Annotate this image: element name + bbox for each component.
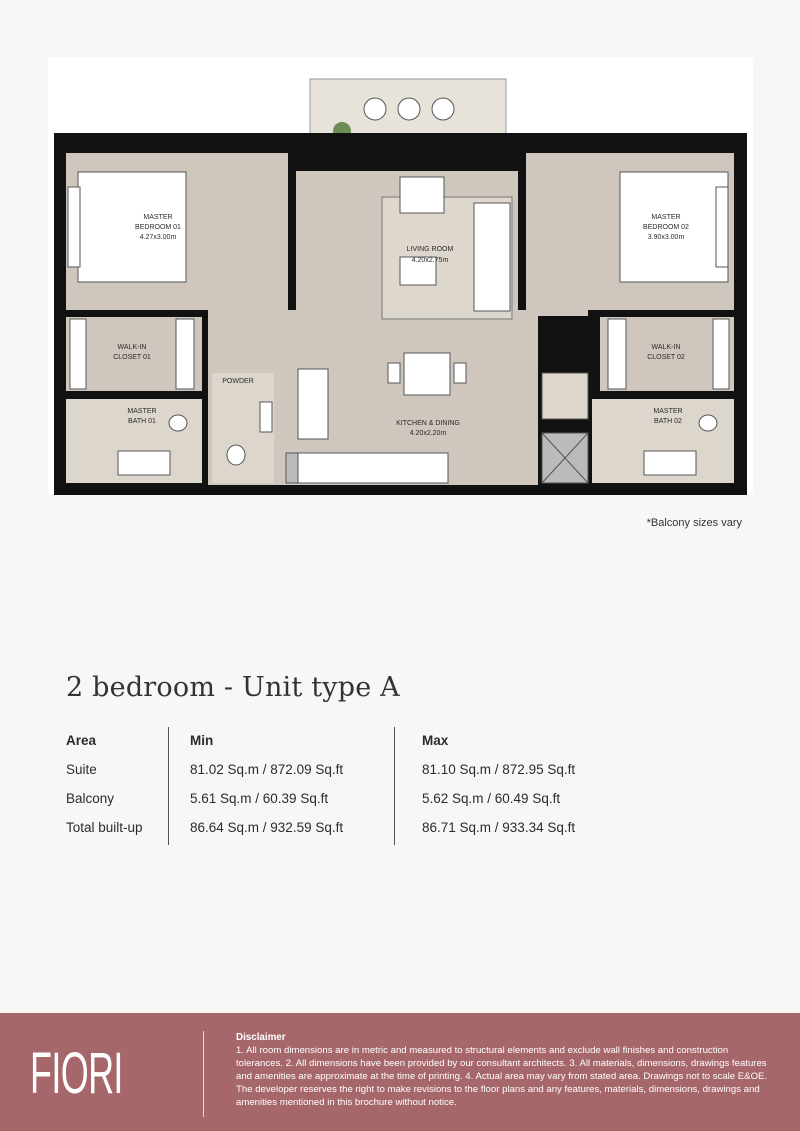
kitchen-counter (298, 369, 328, 439)
area-column (66, 727, 166, 842)
wardrobe (608, 319, 626, 389)
disclaimer (236, 1031, 776, 1109)
row-max: 5.62 Sq.m / 60.49 Sq.ft (422, 791, 561, 806)
dining-table (404, 353, 450, 395)
walk-in-closet-02-label: WALK-IN (651, 344, 681, 351)
row-area: Balcony (66, 791, 115, 806)
header-max: Max (422, 733, 449, 748)
toilet (699, 415, 717, 431)
svg-text:CLOSET 02: CLOSET 02 (647, 354, 685, 361)
toilet (169, 415, 187, 431)
wardrobe (713, 319, 729, 389)
wardrobe (70, 319, 86, 389)
armchair (400, 177, 444, 213)
header-area: Area (66, 733, 97, 748)
toilet (227, 445, 245, 465)
row-area: Suite (66, 762, 97, 777)
disclaimer-text: 1. All room dimensions are in metric and measured to structural elements and exclude wall finishes and construction tolerances. 2. All dimensions have been provided by our consultant architects. 3. All materials, dimensions, drawings features and amenities are approximate at the time of printing. 4. Actual area may vary from stated area. Drawings not to scale E&OE. The developer reserves the right to make revisions to the floor plans and any features, materials, dimensions, drawings and amenities mentioned in this brochure without notice. (236, 1045, 768, 1108)
row-min: 81.02 Sq.m / 872.09 Sq.ft (190, 762, 344, 777)
balcony-note: *Balcony sizes vary (646, 517, 742, 529)
bedroom-01-label: MASTER (143, 214, 173, 221)
row-max: 86.71 Sq.m / 933.34 Sq.ft (422, 820, 576, 835)
svg-text:BEDROOM 02: BEDROOM 02 (643, 224, 689, 231)
svg-text:4.20x2.20m: 4.20x2.20m (409, 430, 447, 437)
svg-text:CLOSET 01: CLOSET 01 (113, 354, 151, 361)
sofa (474, 203, 510, 311)
column-divider (394, 727, 395, 845)
balcony-chair (432, 98, 454, 120)
row-area: Total built-up (66, 820, 143, 835)
svg-text:BATH 01: BATH 01 (128, 418, 156, 425)
vanity (644, 451, 696, 475)
max-column (422, 727, 642, 842)
powder-label: POWDER (222, 378, 254, 385)
svg-text:BATH 02: BATH 02 (654, 418, 682, 425)
walk-in-closet-01-label: WALK-IN (117, 344, 147, 351)
row-max: 81.10 Sq.m / 872.95 Sq.ft (422, 762, 576, 777)
row-min: 5.61 Sq.m / 60.39 Sq.ft (190, 791, 329, 806)
header-min: Min (190, 733, 214, 748)
column-divider (168, 727, 169, 845)
laundry (542, 373, 588, 419)
kitchen-dining-label: KITCHEN & DINING (396, 420, 460, 427)
svg-text:4.27x3.00m: 4.27x3.00m (139, 234, 177, 241)
bedroom-02-label: MASTER (651, 214, 681, 221)
footer (0, 1013, 800, 1131)
bath-01-label: MASTER (127, 408, 157, 415)
svg-text:3.90x3.00m: 3.90x3.00m (647, 234, 685, 241)
wardrobe (176, 319, 194, 389)
floor-plan-drawing (48, 57, 753, 495)
vanity (118, 451, 170, 475)
floor-plan (48, 57, 753, 495)
bath-02-label: MASTER (653, 408, 683, 415)
svg-text:BEDROOM 01: BEDROOM 01 (135, 224, 181, 231)
disclaimer-title: Disclaimer (236, 1032, 286, 1043)
kitchen-counter (298, 453, 448, 483)
min-column (190, 727, 390, 842)
balcony-table (398, 98, 420, 120)
footer-divider (203, 1031, 204, 1117)
row-min: 86.64 Sq.m / 932.59 Sq.ft (190, 820, 344, 835)
living-room-label: LIVING ROOM (406, 246, 454, 253)
balcony-chair (364, 98, 386, 120)
fiori-logo: FIORI (30, 1041, 123, 1106)
unit-title: 2 bedroom - Unit type A (66, 672, 400, 703)
svg-text:4.20x2.75m: 4.20x2.75m (411, 257, 449, 264)
basin (260, 402, 272, 432)
